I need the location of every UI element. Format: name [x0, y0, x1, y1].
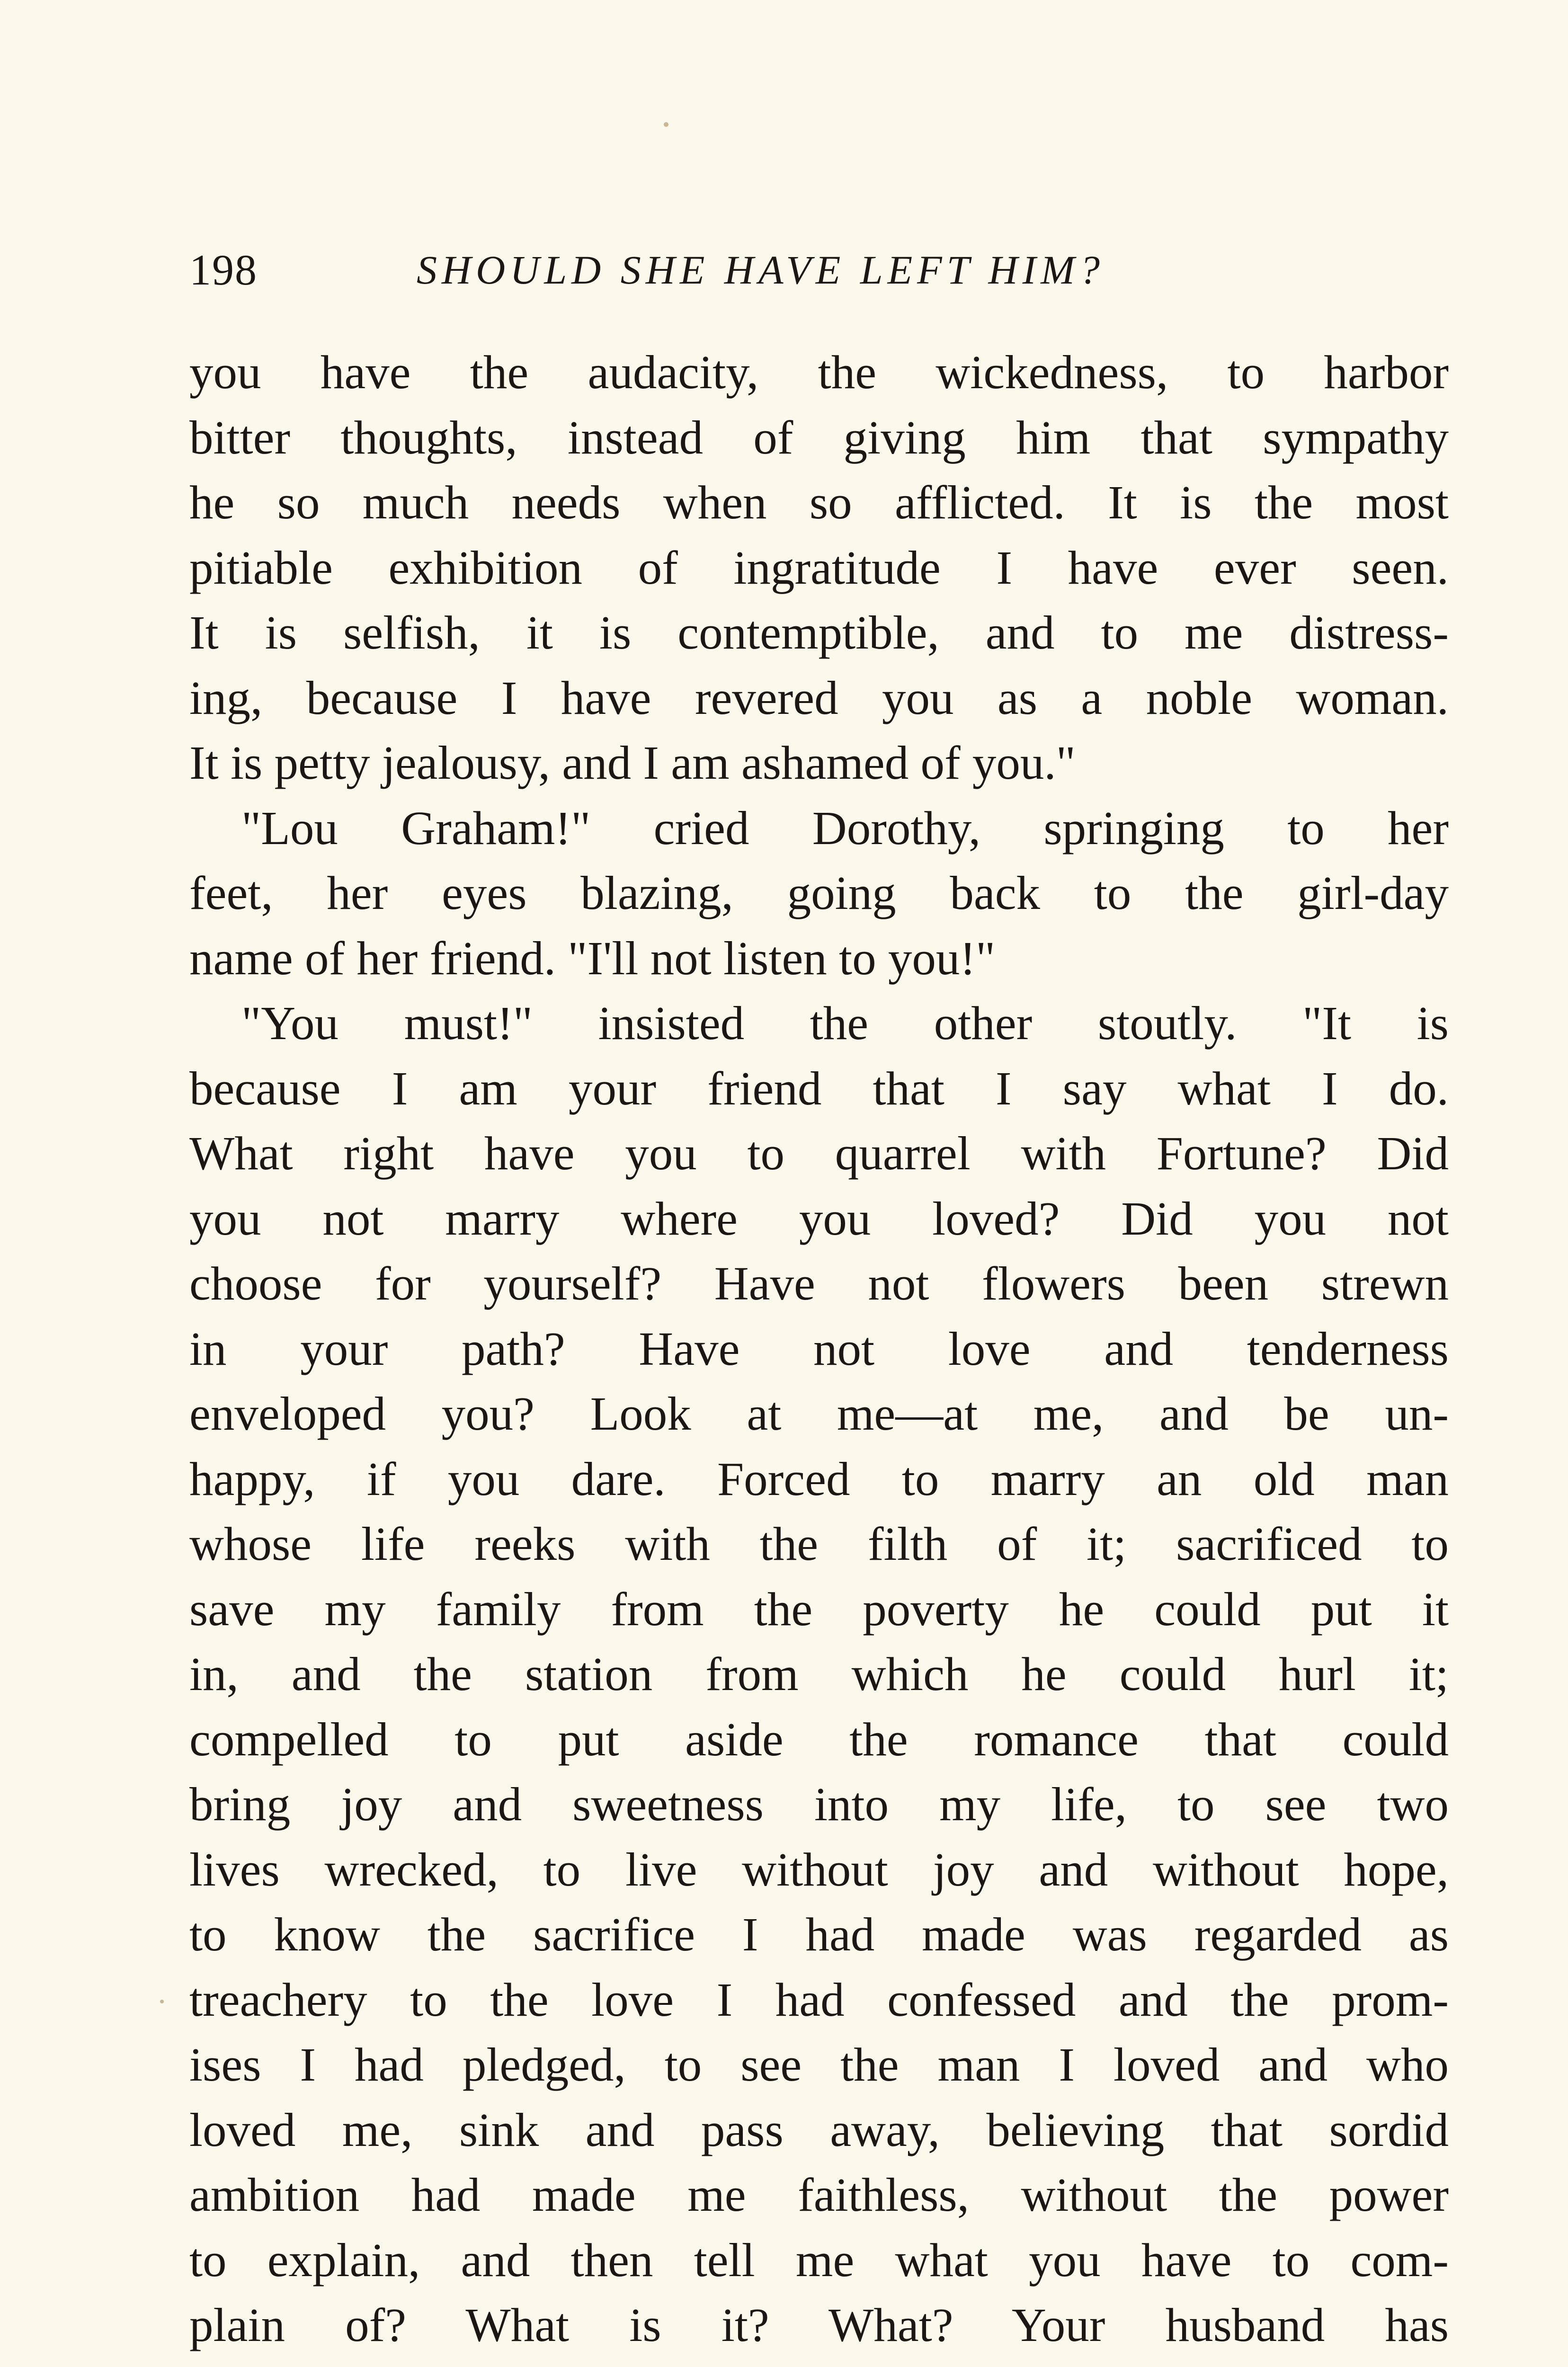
text-line: What right have you to quarrel with Fortune? Did — [189, 1127, 1449, 1180]
text-line: you not marry where you loved? Did you not — [189, 1192, 1449, 1245]
text-line: treachery to the love I had confessed and the prom- — [189, 1973, 1449, 2026]
text-line: lives wrecked, to live without joy and without hope, — [189, 1842, 1449, 1896]
body-text — [189, 340, 1449, 2358]
text-line: It is petty jealousy, and I am ashamed of you." — [189, 736, 1076, 789]
text-line: enveloped you? Look at me—at me, and be un- — [189, 1387, 1449, 1440]
paper-speck — [664, 122, 668, 127]
text-line: in, and the station from which he could hurl it; — [189, 1647, 1449, 1700]
text-line: "Lou Graham!" cried Dorothy, springing to her — [241, 801, 1449, 854]
text-line: happy, if you dare. Forced to marry an old man — [189, 1452, 1449, 1505]
text-line: "You must!" insisted the other stoutly. "It is — [241, 997, 1449, 1050]
text-line: he so much needs when so afflicted. It is the most — [189, 476, 1449, 529]
text-line: to explain, and then tell me what you have to com- — [189, 2233, 1449, 2287]
text-line: because I am your friend that I say what I do. — [189, 1061, 1449, 1115]
paper-speck — [160, 2000, 164, 2003]
text-line: in your path? Have not love and tenderness — [189, 1322, 1449, 1375]
text-line: name of her friend. "I'll not listen to you!" — [189, 931, 996, 985]
text-line: to know the sacrifice I had made was regarded as — [189, 1908, 1449, 1961]
text-line: whose life reeks with the filth of it; sacrificed to — [189, 1517, 1449, 1570]
text-line: feet, her eyes blazing, going back to the girl-day — [189, 866, 1449, 919]
text-line: pitiable exhibition of ingratitude I have ever seen. — [189, 541, 1449, 594]
text-line: save my family from the poverty he could put it — [189, 1582, 1449, 1636]
text-line: bitter thoughts, instead of giving him that sympathy — [189, 410, 1449, 464]
text-line: bring joy and sweetness into my life, to see two — [189, 1778, 1449, 1831]
text-line: ambition had made me faithless, without the power — [189, 2168, 1449, 2221]
text-line: It is selfish, it is contemptible, and to me distress- — [189, 606, 1449, 659]
page-header — [189, 237, 1449, 303]
text-line: you have the audacity, the wickedness, to harbor — [189, 346, 1449, 399]
text-line: loved me, sink and pass away, believing that sordid — [189, 2103, 1449, 2156]
running-head: SHOULD SHE HAVE LEFT HIM? — [417, 247, 1105, 293]
text-line: choose for yourself? Have not flowers been strewn — [189, 1257, 1449, 1310]
text-line: compelled to put aside the romance that could — [189, 1712, 1449, 1766]
page-number: 198 — [189, 246, 258, 294]
text-line: ises I had pledged, to see the man I loved and who — [189, 2038, 1449, 2091]
text-line: plain of? What is it? What? Your husband has — [189, 2298, 1449, 2351]
text-line: ing, because I have revered you as a noble woman. — [189, 671, 1449, 724]
